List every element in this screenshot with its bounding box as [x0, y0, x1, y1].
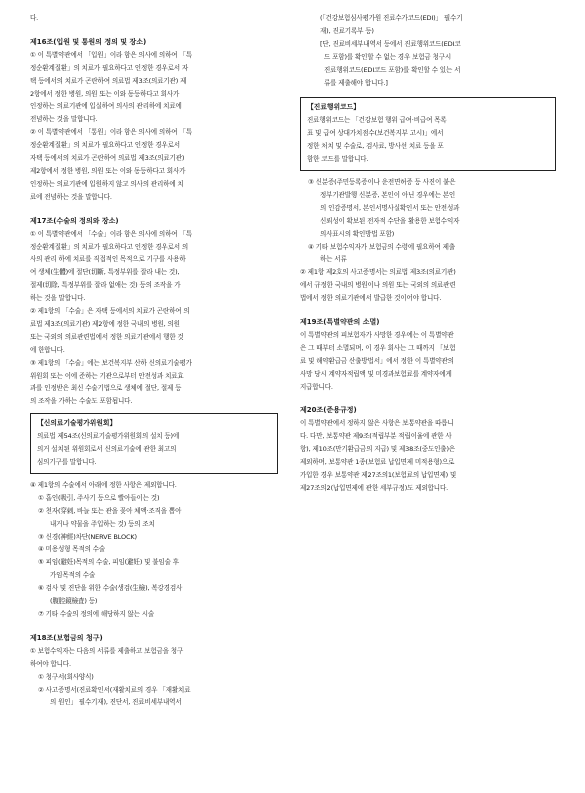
article-17-para-1: [30, 228, 278, 305]
text-line: 인정하는 의료기관에 입원하지 않고 의사의 관리하에 치: [30, 179, 184, 188]
article-17-para-3: [30, 357, 278, 409]
list-item-cont: 내거나 약물을 주입하는 것) 등의 조치: [50, 519, 155, 528]
article-18-para-2: [300, 266, 556, 305]
list-item-cont: 의 원인」 필수기재), 진단서, 진료비세부내역서: [50, 698, 182, 707]
top-fragment: 다.: [30, 14, 39, 22]
text-line: 이 특별약관의 피보험자가 사망한 경우에는 이 특별약관: [300, 330, 454, 339]
text-line: ① 보험수익자는 다음의 서류를 제출하고 보험금을 청구: [30, 646, 184, 655]
text-line: 함한 코드를 말합니다.: [307, 155, 369, 164]
text-line: 법에서 정한 의료기관에서 발급한 것이어야 합니다.: [300, 294, 442, 303]
text-line: 여 생체(生體)에 절단(切斷, 특정부위를 잘라 내는 것),: [30, 268, 180, 277]
text-line: 제27조의2(납입면제에 관한 세부규정)도 제외합니다.: [300, 483, 449, 492]
text-line: 또는 국외의 의료관련법에서 정한 의료기관에서 행한 것: [30, 332, 184, 341]
definition-box-title: 【진료행위코드】: [307, 103, 360, 112]
text-line: 하는 것을 말합니다.: [30, 294, 86, 303]
article-16-para-2: [30, 126, 278, 203]
text-line: 위원회 또는 이에 준하는 기관으로부터 안전성과 치료효: [30, 371, 184, 380]
list-item: ① 청구서(회사양식): [38, 672, 94, 681]
text-line: 제2항에서 정한 병원, 의원 또는 이와 동등하다고 회사가: [30, 166, 186, 175]
text-line: ① 이 특별약관에서 「수술」이라 함은 의사에 의하여 「특: [30, 229, 192, 238]
text-line: ② 제1항 제2호의 사고증명서는 의료법 제3조(의료기관): [300, 268, 456, 277]
list-item: ① 흡인(吸引, 주사기 등으로 빨아들이는 것): [38, 493, 160, 502]
text-line: 의거 설치된 위원회로서 신의료기술에 관한 최고의: [37, 445, 177, 454]
text-line: 전념하는 것을 말합니다.: [30, 115, 98, 124]
text-line: ② 제1항의 「수술」은 자택 등에서의 치료가 곤란하여 의: [30, 307, 190, 316]
text-line: 재), 진료기록부 등): [320, 26, 374, 35]
list-item-cont: 신뢰성이 확보된 전자적 수단을 활용한 보험수익자: [320, 216, 460, 225]
text-line: 의료법 제54조(신의료기술평가위원회의 설치 등)에: [37, 432, 180, 441]
text-line: 류를 제출해야 합니다.]: [324, 78, 388, 87]
text-line: ② 이 특별약관에서 「통원」이라 함은 의사에 의하여 「특: [30, 128, 192, 137]
text-line: 사의 관리 하에 치료를 직접적인 목적으로 기구를 사용하: [30, 255, 186, 264]
right-column: [300, 12, 556, 495]
list-item: ⑤ 피임(避妊)목적의 수술, 피임(避妊) 및 불임술 후: [38, 558, 179, 567]
list-item: ④ 미용성형 목적의 수술: [38, 545, 106, 554]
text-line: 인정하는 의료기관에 입실하여 의사의 관리하에 치료에: [30, 102, 182, 111]
article-17-para-2: [30, 305, 278, 357]
text-line: 제외하며, 보통약관 1종(보험료 납입면제 미적용형)으로: [300, 458, 455, 467]
article-16-para-1: [30, 49, 278, 126]
text-line: 다. 다만, 보통약관 제9조(적립부분 적립이율에 관한 사: [300, 432, 452, 441]
text-line: 드 포함)를 확인할 수 없는 경우 보험금 청구시: [324, 52, 452, 61]
exclusion-list: [30, 492, 278, 621]
text-line: (「건강보험심사평가원 진료수가코드(EDI)」 필수기: [320, 14, 463, 22]
text-line: 절제(切除, 특정부위를 잘라 없애는 것) 등의 조작을 가: [30, 281, 181, 290]
text-line: 이 특별약관에서 정하지 않은 사항은 보통약관을 따릅니: [300, 419, 454, 428]
list-item-cont: (腹腔鏡檢査) 등): [50, 597, 98, 606]
list-item-cont: 의 인감증명서, 본인서명사실확인서 또는 안전성과: [320, 203, 460, 212]
text-line: 심의기구를 말합니다.: [37, 458, 97, 466]
list-item-cont: 정부기관발행 신분증, 본인이 아닌 경우에는 본인: [320, 190, 456, 199]
text-line: 정순환계질환」의 치료가 필요하다고 인정한 경우로서 자: [30, 63, 189, 72]
definition-box-title: 【신의료기술평가위원회】: [37, 419, 117, 428]
list-item: ③ 신분증(주민등록증이나 운전면허증 등 사진이 붙은: [308, 177, 456, 186]
text-line: 가입한 경우 보통약관 제27조의1(보험료의 납입면제) 및: [300, 471, 457, 479]
text-line: 하여야 합니다.: [30, 659, 71, 668]
list-item: ② 천자(穿刺, 바늘 또는 관을 꽂아 체액·조직을 뽑아: [38, 506, 182, 515]
list-item: ⑥ 검사 및 진단을 위한 수술(생검(生檢), 복강경검사: [38, 584, 183, 593]
text-line: 항), 제10조(만기환급금의 지급) 및 제38조(중도인출)은: [300, 445, 456, 454]
list-item-cont: 가임목적의 수술: [50, 571, 96, 580]
text-line: 표 및 급여 상대가치점수(보건복지부 고시)」에서: [307, 129, 444, 138]
text-line: 과를 인정받은 최신 수술기법으로 생체에 절단, 절제 등: [30, 384, 182, 393]
article-17-title: 제17조(수술의 정의와 장소): [30, 216, 119, 225]
article-17-para-4: ④ 제1항의 수술에서 아래에 정한 사항은 제외합니다.: [30, 480, 177, 489]
text-line: 의 조작을 가하는 수술도 포함됩니다.: [30, 397, 133, 406]
text-line: 료 및 해약환급금 산출방법서」에서 정한 이 특별약관의: [300, 356, 454, 365]
definition-box-procedure-code: [300, 97, 556, 171]
article-18-title: 제18조(보험금의 청구): [30, 633, 103, 642]
text-line: 택 등에서의 치료가 곤란하여 의료법 제3조(의료기관) 제: [30, 76, 187, 85]
list-item-cont: 의사표시의 확인방법 포함): [320, 229, 395, 238]
text-line: 정한 처치 및 수술로, 검사료, 방사선 치료 등을 포: [307, 142, 444, 151]
text-line: 정순환계질환」의 치료가 필요하다고 인정한 경우로서: [30, 141, 180, 150]
text-line: 사망 당시 계약자적립액 및 미경과보험료를 계약자에게: [300, 369, 452, 378]
article-16-title: 제16조(입원 및 통원의 정의 및 장소): [30, 37, 147, 46]
text-line: 에 한합니다.: [30, 345, 65, 354]
document-list-cont: [300, 176, 556, 266]
text-line: [단, 진료비세부내역서 등에서 진료행위코드(EDI코: [320, 39, 461, 48]
text-line: 지급합니다.: [300, 382, 333, 391]
list-item-cont: 하는 서류: [320, 255, 347, 264]
text-line: 에서 규정한 국내의 병원이나 의원 또는 국외의 의료관련: [300, 281, 456, 290]
list-item: ④ 기타 보험수익자가 보험금의 수령에 필요하여 제출: [308, 242, 455, 251]
definition-box-new-medical-tech: [30, 413, 278, 474]
text-line: 정순환계질환」의 치료가 필요하다고 인정한 경우로서 의: [30, 242, 189, 251]
text-line: 진료행위코드(EDI코드 포함)를 확인할 수 있는 서: [324, 65, 461, 74]
text-line: 료에 전념하는 것을 말합니다.: [30, 192, 112, 201]
list-item: ② 사고증명서(진료확인서(재활치료의 경우 「재활치료: [38, 685, 191, 694]
bracket-note: [300, 38, 556, 90]
text-line: 자택 등에서의 치료가 곤란하여 의료법 제3조(의료기관): [30, 154, 185, 163]
article-20-title: 제20조(준용규정): [300, 406, 357, 415]
text-line: 은 그 때부터 소멸되며, 이 경우 회사는 그 때까지 「보험: [300, 343, 456, 352]
text-line: 2항에서 정한 병원, 의원 또는 이와 동등하다고 회사가: [30, 89, 180, 98]
left-column: [30, 12, 278, 709]
list-item: ⑦ 기타 수술의 정의에 해당하지 않는 시술: [38, 609, 155, 618]
list-item: ③ 신경(神經)차단(NERVE BLOCK): [38, 532, 137, 541]
article-19-title: 제19조(특별약관의 소멸): [300, 318, 380, 327]
text-line: 료법 제3조(의료기관) 제2항에 정한 국내의 병원, 의원: [30, 319, 180, 328]
text-line: ① 이 특별약관에서 「입원」이라 함은 의사에 의하여 「특: [30, 50, 192, 59]
text-line: ③ 제1항의 「수술」에는 보건복지부 산하 신의료기술평가: [30, 358, 192, 367]
text-line: 진료행위코드는 「건강보험 행위 급여·비급여 목록: [307, 116, 447, 125]
